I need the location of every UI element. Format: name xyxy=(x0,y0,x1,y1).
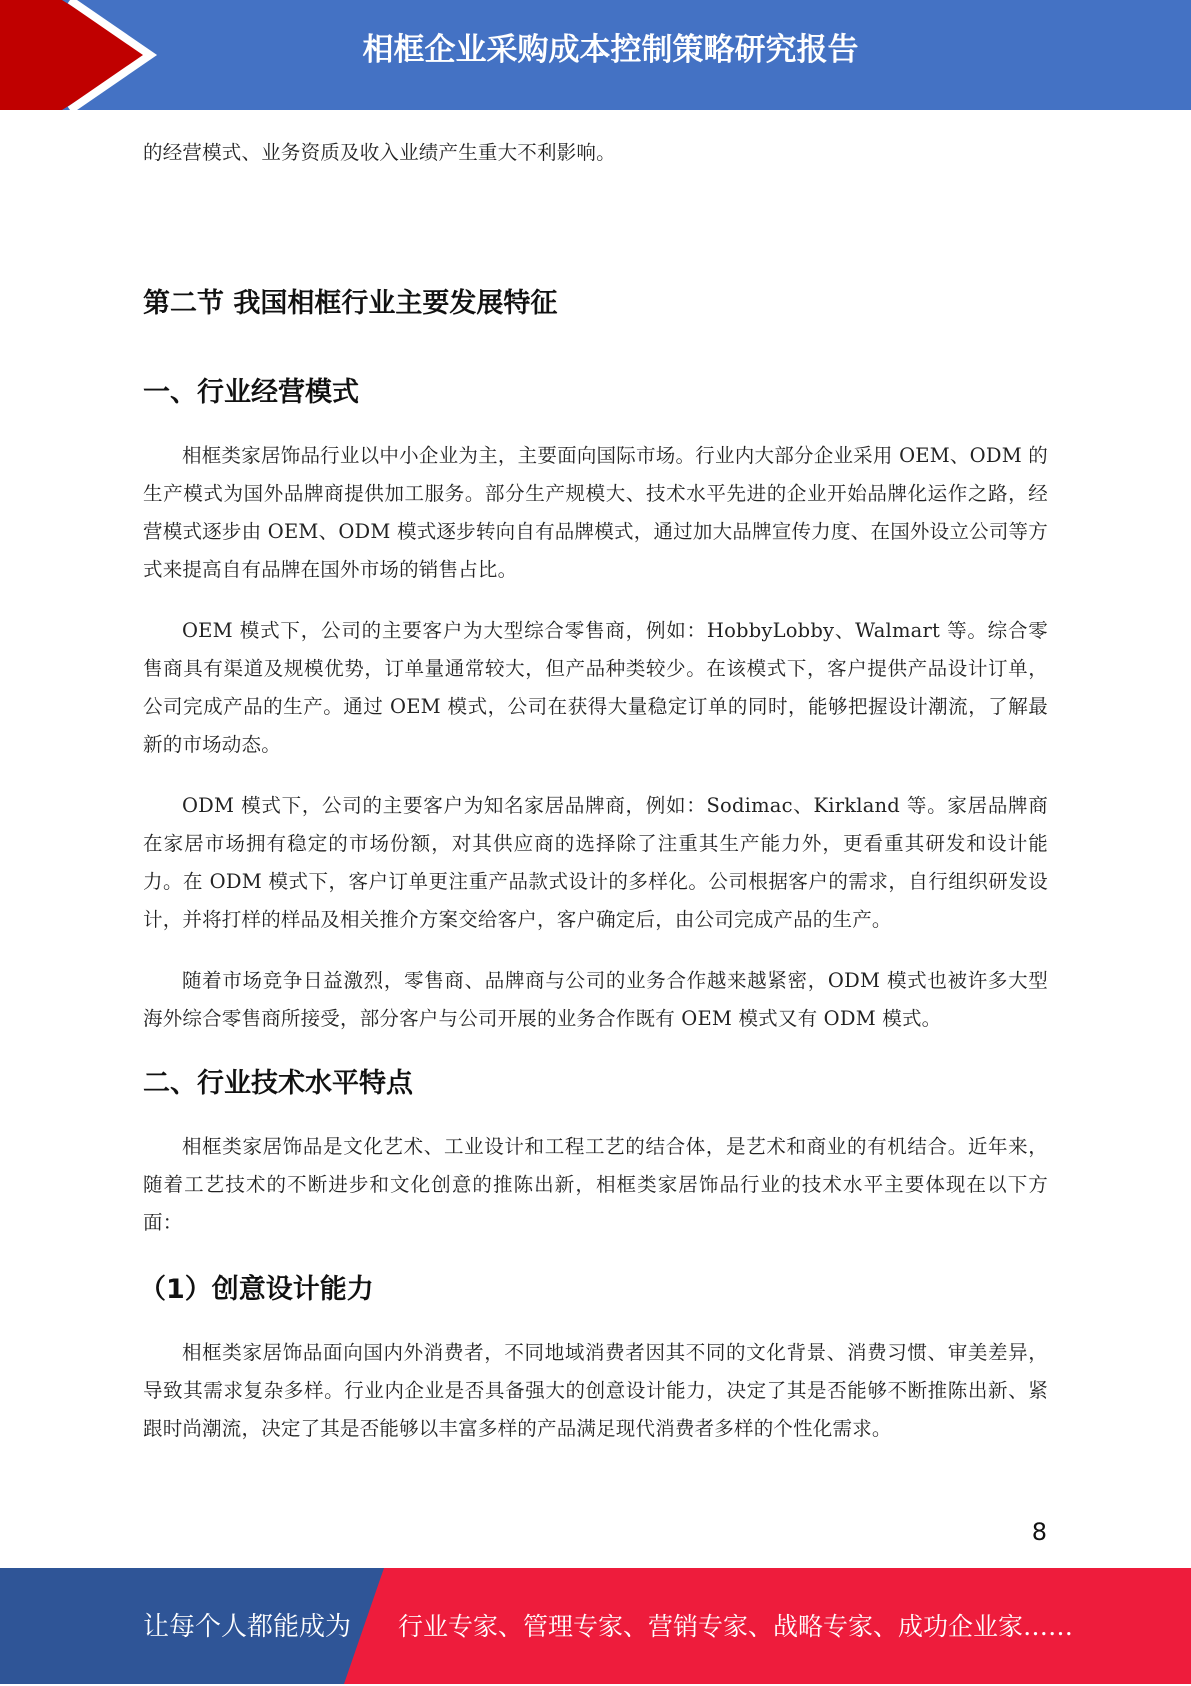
page-number: 8 xyxy=(1031,1518,1047,1546)
footer-slogan-left: 让每个人都能成为 xyxy=(143,1612,352,1642)
footer-slogan-right: 行业专家、管理专家、营销专家、战略专家、成功企业家…… xyxy=(398,1612,1074,1641)
paragraph-creative-design: 相框类家居饰品面向国内外消费者，不同地域消费者因其不同的文化背景、消费习惯、审美差异，导致其需求复杂多样。行业内企业是否具备强大的创意设计能力，决定了其是否能够不断推陈出新、紧跟时尚潮流，决定了其是否能够以丰富多样的产品满足现代消费者多样的个性化需求。 xyxy=(143,1341,1048,1440)
continued-paragraph: 的经营模式、业务资质及收入业绩产生重大不利影响。 xyxy=(143,141,616,164)
paragraph-technology: 相框类家居饰品是文化艺术、工业设计和工程工艺的结合体，是艺术和商业的有机结合。近年来，随着工艺技术的不断进步和文化创意的推陈出新，相框类家居饰品行业的技术水平主要体现在以下方面： xyxy=(143,1135,1048,1234)
subsection-title-creative-design: （1）创意设计能力 xyxy=(139,1274,374,1305)
paragraph-odm-model: ODM 模式下，公司的主要客户为知名家居品牌商，例如：Sodimac、Kirkland 等。家居品牌商在家居市场拥有稳定的市场份额，对其供应商的选择除了注重其生产能力外，更看重其研发和设计能力。在 ODM 模式下，客户订单更注重产品款式设计的多样化。公司根据客户的需求，自行组织研发设计，并将打样的样品及相关推介方案交给客户，客户确定后，由公司完成产品的生产。 xyxy=(143,794,1048,931)
subsection-title-operating-model: 一、行业经营模式 xyxy=(143,377,359,408)
page-header xyxy=(0,0,1191,110)
paragraph-oem-model: OEM 模式下，公司的主要客户为大型综合零售商，例如：HobbyLobby、Walmart 等。综合零售商具有渠道及规模优势，订单量通常较大，但产品种类较少。在该模式下，客户提供产品设计订单，公司完成产品的生产。通过 OEM 模式，公司在获得大量稳定订单的同时，能够把握设计潮流，了解最新的市场动态。 xyxy=(143,619,1048,756)
document-title: 相框企业采购成本控制策略研究报告 xyxy=(362,32,859,68)
paragraph-market-trend: 随着市场竞争日益激烈，零售商、品牌商与公司的业务合作越来越紧密，ODM 模式也被许多大型海外综合零售商所接受，部分客户与公司开展的业务合作既有 OEM 模式又有 ODM 模式。 xyxy=(143,969,1048,1030)
paragraph-operating-model: 相框类家居饰品行业以中小企业为主，主要面向国际市场。行业内大部分企业采用 OEM、ODM 的生产模式为国外品牌商提供加工服务。部分生产规模大、技术水平先进的企业开始品牌化运作之路，经营模式逐步由 OEM、ODM 模式逐步转向自有品牌模式，通过加大品牌宣传力度、在国外设立公司等方式来提高自有品牌在国外市场的销售占比。 xyxy=(143,444,1048,581)
subsection-title-technology: 二、行业技术水平特点 xyxy=(143,1068,413,1099)
section-title: 第二节 我国相框行业主要发展特征 xyxy=(143,288,558,319)
page-footer xyxy=(0,1568,1191,1684)
